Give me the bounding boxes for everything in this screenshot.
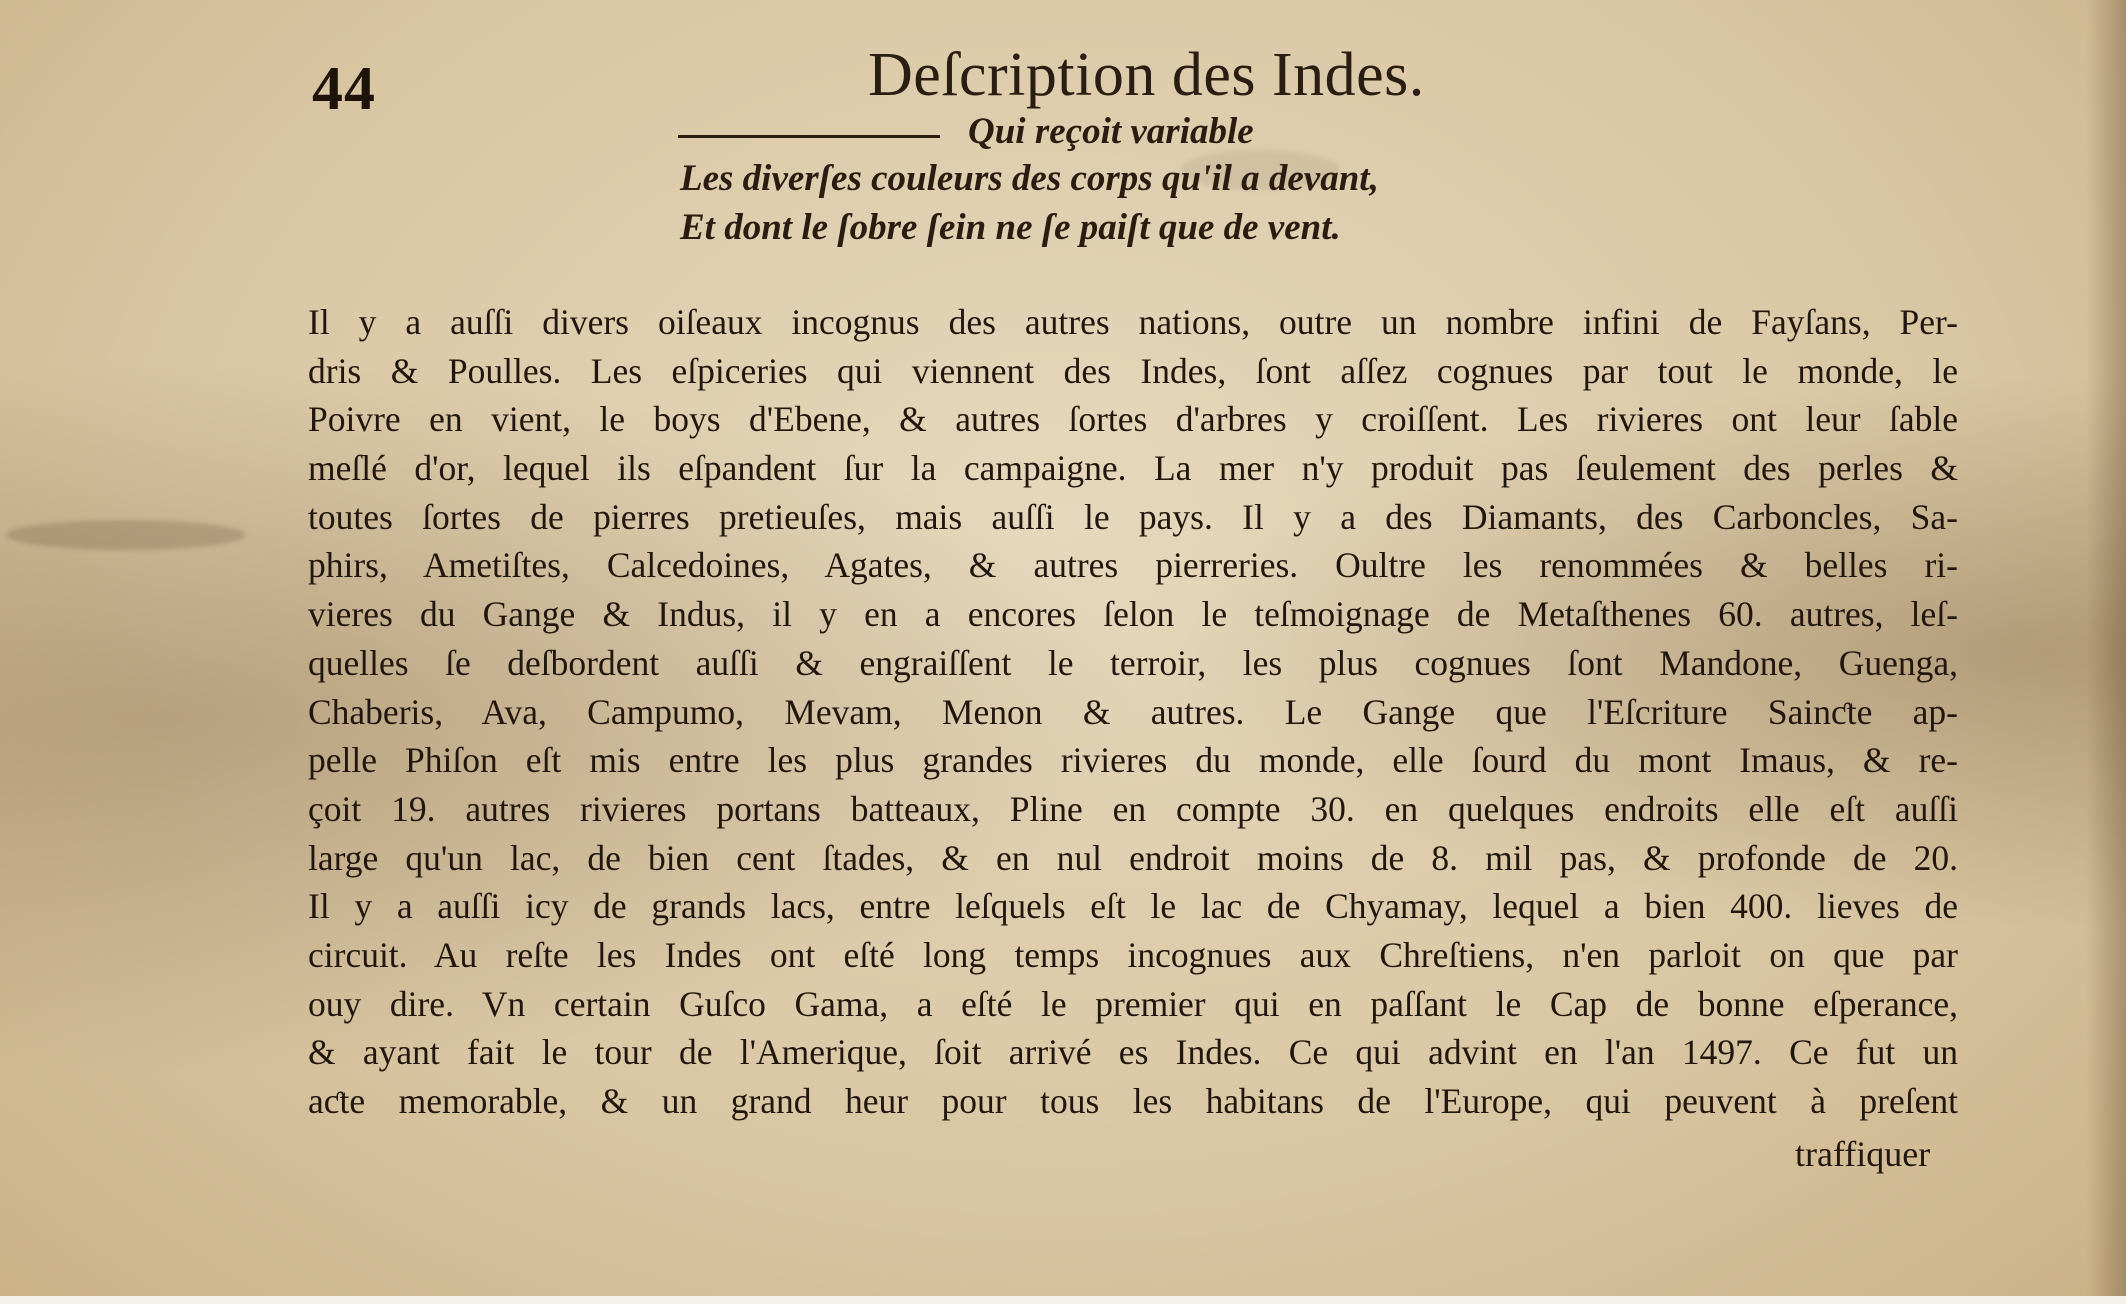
running-head: Deſcription des Indes.: [868, 41, 1425, 109]
page-number: 44: [312, 55, 376, 123]
body-line: Il y a auſſi icy de grands lacs, entre leſquels eſt le lac de Chyamay, lequel a bien 400. lieves de: [308, 886, 1958, 927]
body-line: circuit. Au reſte les Indes ont eſté long temps incognues aux Chreſtiens, n'en parloit on que par: [308, 934, 1958, 975]
body-line: Poivre en vient, le boys d'Ebene, & autres ſortes d'arbres y croiſſent. Les rivieres ont leur ſable: [308, 399, 1958, 440]
body-line: large qu'un lac, de bien cent ſtades, & en nul endroit moins de 8. mil pas, & profonde de 20.: [308, 837, 1958, 878]
verse-rule: [678, 135, 940, 138]
body-line: aƈte memorable, & un grand heur pour tous les habitans de l'Europe, qui peuvent à preſent: [308, 1081, 1958, 1121]
catchword: traffiquer: [1795, 1134, 1931, 1174]
body-line: & ayant fait le tour de l'Amerique, ſoit arrivé es Indes. Ce qui advint en l'an 1497. Ce fut un: [308, 1032, 1958, 1073]
body-line: toutes ſortes de pierres pretieuſes, mais auſſi le pays. Il y a des Diamants, des Carboncles, Sa-: [308, 496, 1958, 537]
body-line: pelle Phiſon eſt mis entre les plus grandes rivieres du monde, elle ſourd du mont Imaus, & re-: [308, 740, 1958, 781]
body-line: phirs, Ametiſtes, Calcedoines, Agates, & autres pierreries. Oultre les renommées & belles ri-: [308, 545, 1958, 586]
scan-border: [0, 1296, 2126, 1304]
body-line: ouy dire. Vn certain Guſco Gama, a eſté le premier qui en paſſant le Cap de bonne eſperance,: [308, 983, 1958, 1024]
body-line: quelles ſe deſbordent auſſi & engraiſſent le terroir, les plus cognues ſont Mandone, Guenga,: [308, 642, 1958, 683]
verse-line: Et dont le ſobre ſein ne ſe paiſt que de vent.: [680, 207, 1341, 248]
stain-mark: [6, 520, 246, 550]
body-line: vieres du Gange & Indus, il y en a encores ſelon le teſmoignage de Metaſthenes 60. autres, leſ-: [308, 594, 1958, 635]
body-text: [308, 298, 1958, 1126]
body-line: meſlé d'or, lequel ils eſpandent ſur la campaigne. La mer n'y produit pas ſeulement des perles &: [308, 448, 1958, 489]
body-line: Il y a auſſi divers oiſeaux incognus des autres nations, outre un nombre infini de Fayſans, Per-: [308, 302, 1958, 342]
verse-line: Les diverſes couleurs des corps qu'il a devant,: [680, 158, 1379, 199]
body-line: çoit 19. autres rivieres portans batteaux, Pline en compte 30. en quelques endroits elle eſt auſſi: [308, 788, 1958, 829]
body-line: Chaberis, Ava, Campumo, Mevam, Menon & autres. Le Gange que l'Eſcriture Sainƈte ap-: [308, 691, 1958, 732]
verse-line: Qui reçoit variable: [968, 111, 1254, 152]
body-line: dris & Poulles. Les eſpiceries qui viennent des Indes, ſont aſſez cognues par tout le monde, le: [308, 350, 1958, 391]
